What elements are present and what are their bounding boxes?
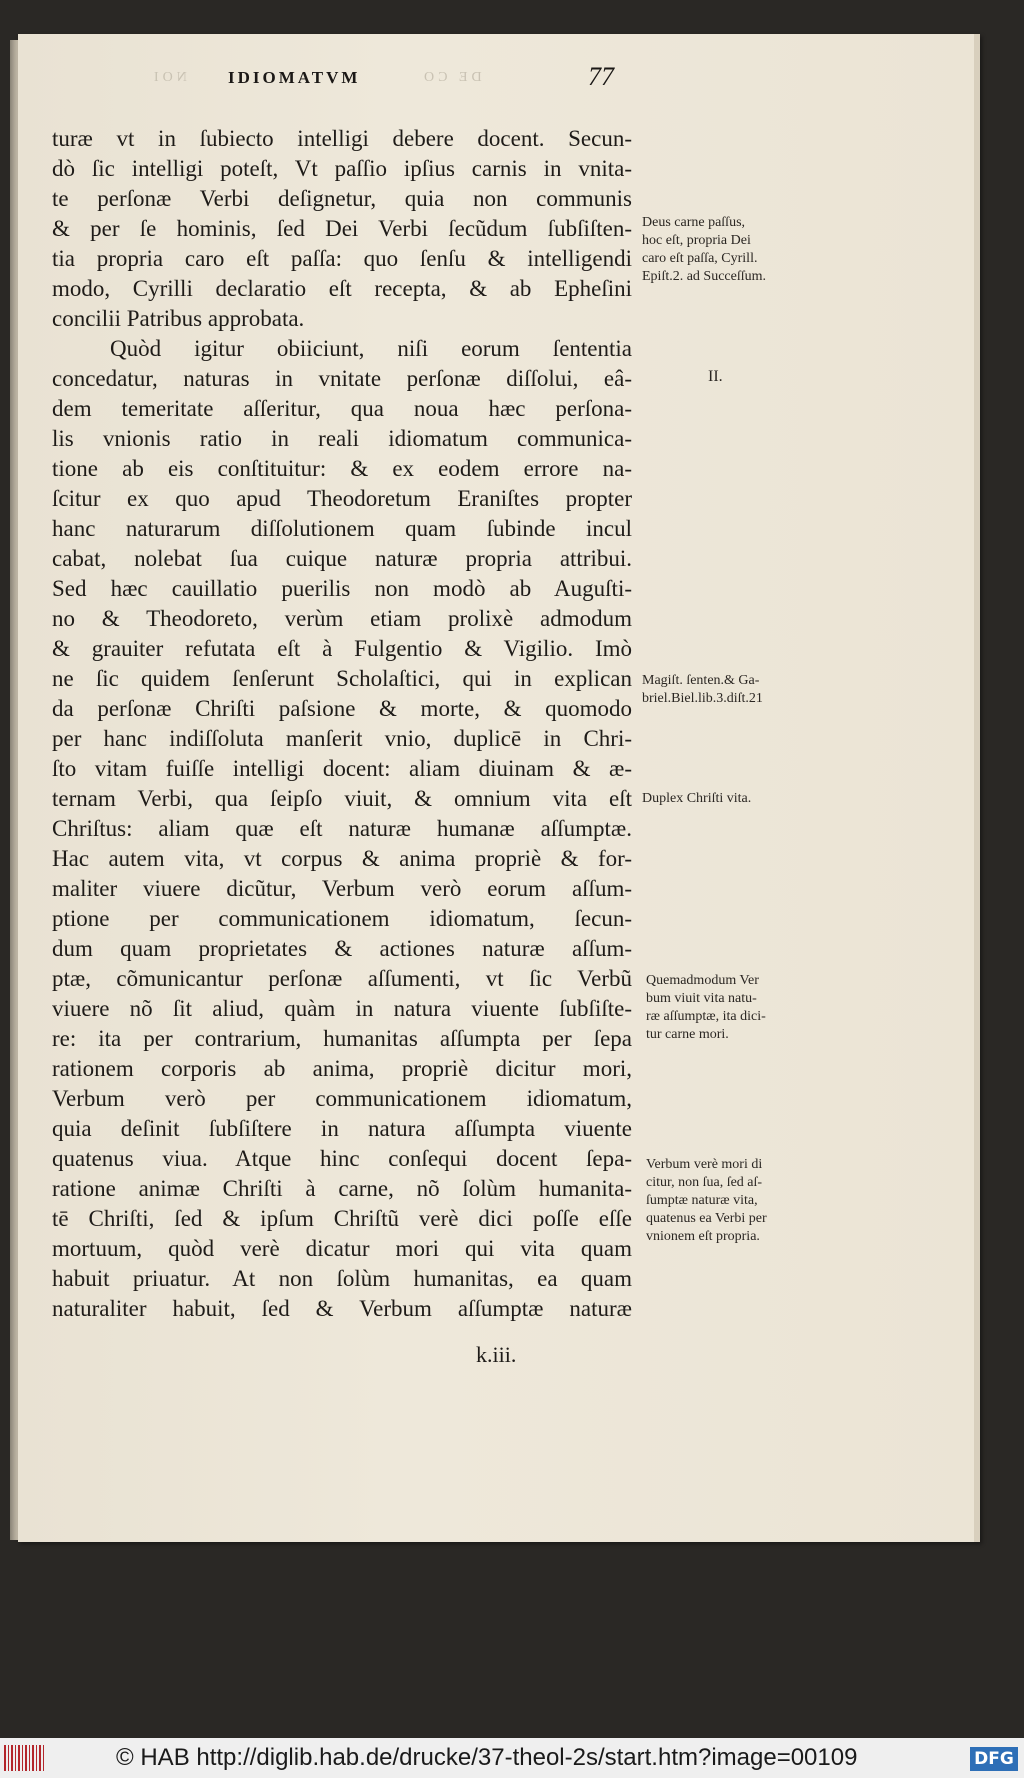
text-line: concedatur, naturas in vnitate perſonæ diſſolui, eâ-: [52, 366, 632, 391]
text-line: concilii Patribus approbata.: [52, 306, 305, 331]
copyright-url[interactable]: © HAB http://diglib.hab.de/drucke/37-theol-2s/start.htm?image=00109: [116, 1744, 858, 1771]
text-line: Chriſtus: aliam quæ eſt naturæ humanæ aſſumptæ.: [52, 816, 632, 841]
text-line: turæ vt in ſubiecto intelligi debere docent. Secun-: [52, 126, 632, 151]
margin-line: Deus carne paſſus,: [642, 215, 746, 230]
text-line: te perſonæ Verbi deſignetur, quia non communis: [52, 186, 632, 211]
barcode-logo-icon: [4, 1745, 46, 1771]
text-line: & grauiter refutata eſt à Fulgentio & Vigilio. Imò: [52, 636, 632, 661]
show-through-text-left: NOI: [150, 70, 187, 85]
margin-line: Quemadmodum Ver: [646, 973, 759, 988]
text-line: naturaliter habuit, ſed & Verbum aſſumptæ naturæ: [52, 1296, 632, 1321]
text-line: cabat, nolebat ſua cuique naturæ propria attribui.: [52, 546, 632, 571]
margin-line: vnionem eſt propria.: [646, 1229, 760, 1244]
text-line: ptæ, cõmunicantur perſonæ aſſumenti, vt ſic Verbũ: [52, 966, 632, 991]
text-line: ptione per communicationem idiomatum, ſecun-: [52, 906, 632, 931]
text-line: Quòd igitur obiiciunt, niſi eorum ſententia: [110, 336, 632, 361]
margin-line: II.: [708, 368, 723, 385]
text-line: lis vnionis ratio in reali idiomatum communica-: [52, 426, 632, 451]
text-line: dem temeritate aſſeritur, qua noua hæc perſona-: [52, 396, 632, 421]
running-title: IDIOMATVM: [228, 68, 361, 87]
margin-note-duplex-vita: [642, 790, 810, 808]
text-line: tia propria caro eſt paſſa: quo ſenſu & intelligendi: [52, 246, 632, 271]
margin-line: ræ aſſumptæ, ita dici-: [646, 1009, 766, 1024]
text-line: Sed hæc cauillatio puerilis non modò ab Auguſti-: [52, 576, 632, 601]
text-line: ternam Verbi, qua ſeipſo viuit, & omnium vita eſt: [52, 786, 632, 811]
text-line: Verbum verò per communicationem idiomatum,: [52, 1086, 632, 1111]
text-line: viuere nõ ſit aliud, quàm in natura viuente ſubſiſte-: [52, 996, 632, 1021]
margin-line: briel.Biel.lib.3.diſt.21: [642, 691, 763, 706]
text-line: habuit priuatur. At non ſolùm humanitas, ea quam: [52, 1266, 632, 1291]
margin-line: citur, non ſua, ſed aſ-: [646, 1175, 763, 1190]
text-line: tē Chriſti, ſed & ipſum Chriſtũ verè dici poſſe eſſe: [52, 1206, 632, 1231]
text-line: modo, Cyrilli declaratio eſt recepta, & ab Epheſini: [52, 276, 632, 301]
margin-line: bum viuit vita natu-: [646, 991, 757, 1006]
margin-line: Duplex Chriſti vita.: [642, 791, 752, 806]
margin-section-number: [708, 368, 876, 386]
signature-mark: k.iii.: [476, 1342, 517, 1367]
dfg-logo-icon: DFG: [970, 1747, 1018, 1771]
margin-line: Magiſt. ſenten.& Ga-: [642, 673, 760, 688]
text-line: & per ſe hominis, ſed Dei Verbi ſecũdum ſubſiſten-: [52, 216, 632, 241]
facing-page-edge: [10, 40, 18, 1540]
show-through-text-right: DE CO: [420, 70, 482, 85]
text-line: ratione animæ Chriſti à carne, nõ ſolùm humanita-: [52, 1176, 632, 1201]
margin-line: Epiſt.2. ad Succeſſum.: [642, 269, 767, 284]
text-line: maliter viuere dicũtur, Verbum verò eorum aſſum-: [52, 876, 632, 901]
viewer-footer-bar: [0, 1738, 1024, 1778]
margin-line: quatenus ea Verbi per: [646, 1211, 767, 1226]
margin-note-quemadmodum: [646, 972, 814, 1044]
text-line: per hanc indiſſoluta manſerit vnio, duplicē in Chri-: [52, 726, 632, 751]
text-line: ſto vitam fuiſſe intelligi docent: aliam diuinam & æ-: [52, 756, 632, 781]
margin-line: ſumptæ naturæ vita,: [646, 1193, 758, 1208]
page-number: 77: [588, 62, 614, 91]
text-line: quatenus viua. Atque hinc conſequi docent ſepa-: [52, 1146, 632, 1171]
text-line: tione ab eis conſtituitur: & ex eodem errore na-: [52, 456, 632, 481]
text-line: ne ſic quidem ſenſerunt Scholaſtici, qui in explican: [52, 666, 632, 691]
margin-note-verbum-mori: [646, 1156, 814, 1246]
margin-note-deus-carne: [642, 214, 810, 286]
text-line: dum quam proprietates & actiones naturæ aſſum-: [52, 936, 632, 961]
body-text: [52, 124, 632, 1324]
text-line: quia deſinit ſubſiſtere in natura aſſumpta viuente: [52, 1116, 632, 1141]
text-line: hanc naturarum diſſolutionem quam ſubinde incul: [52, 516, 632, 541]
margin-note-magister: [642, 672, 810, 708]
page-edge-right: [974, 34, 980, 1542]
text-line: mortuum, quòd verè dicatur mori qui vita quam: [52, 1236, 632, 1261]
text-line: dò ſic intelligi poteſt, Vt paſſio ipſius carnis in vnita-: [52, 156, 632, 181]
margin-line: Verbum verè mori di: [646, 1157, 763, 1172]
text-line: re: ita per contrarium, humanitas aſſumpta per ſepa: [52, 1026, 632, 1051]
text-line: da perſonæ Chriſti paſsione & morte, & quomodo: [52, 696, 632, 721]
running-header: [150, 62, 630, 96]
margin-line: caro eſt paſſa, Cyrill.: [642, 251, 758, 266]
margin-line: hoc eſt, propria Dei: [642, 233, 751, 248]
text-line: ſcitur ex quo apud Theodoretum Eraniſtes propter: [52, 486, 632, 511]
text-line: Hac autem vita, vt corpus & anima propriè & for-: [52, 846, 632, 871]
margin-line: tur carne mori.: [646, 1027, 729, 1042]
text-line: rationem corporis ab anima, propriè dicitur mori,: [52, 1056, 632, 1081]
text-line: no & Theodoreto, verùm etiam prolixè admodum: [52, 606, 632, 631]
